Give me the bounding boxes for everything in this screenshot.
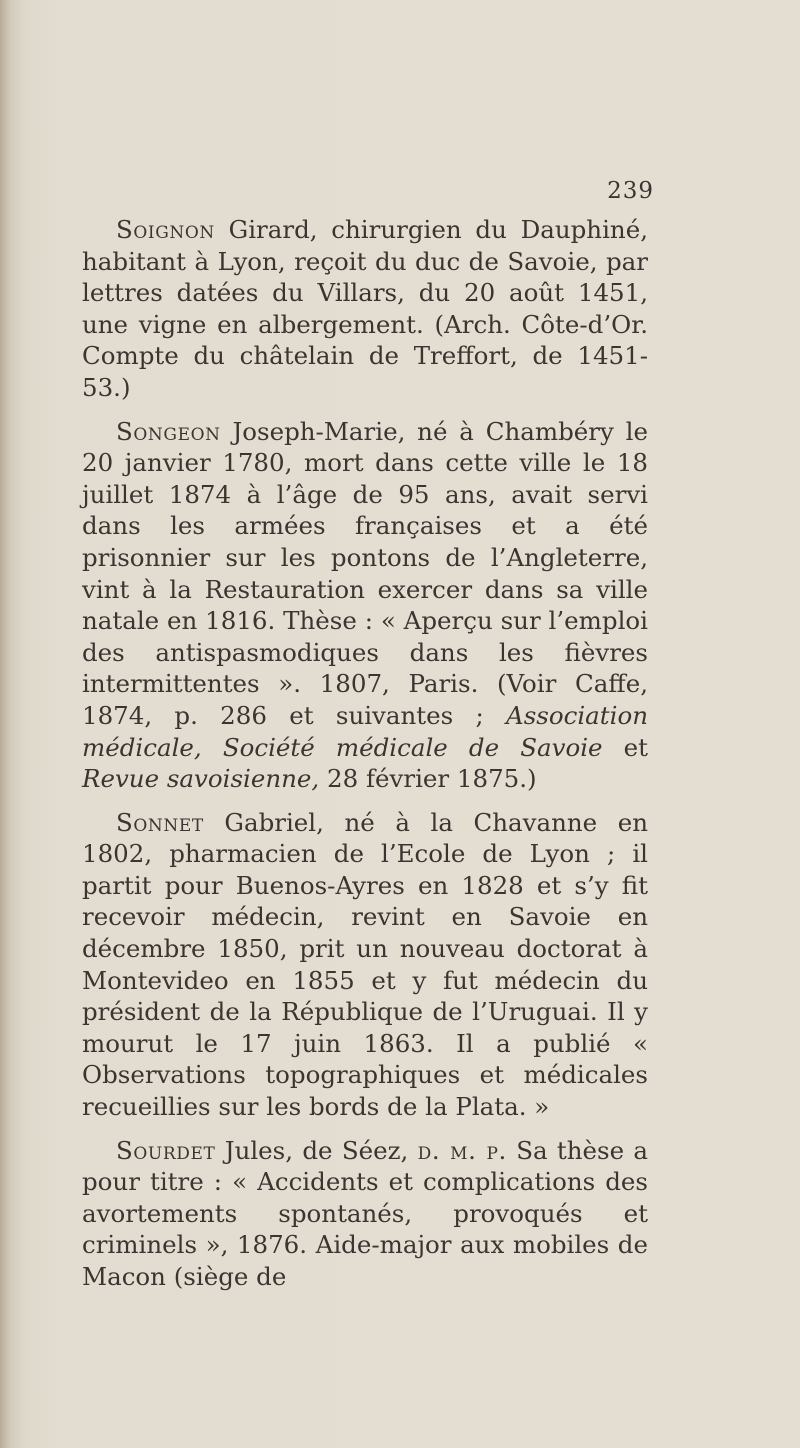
entry-soignon <box>82 214 648 404</box>
entry-text: Joseph-Marie, né à Chambéry le 20 janvier 1780, mort dans cette ville le 18 juillet 1874 à l’âge de 95 ans, avait servi dans les armées françaises et a été prisonnier sur les pontons de l’Angleterre, vint à la Restauration exercer dans sa ville natale en 1816. Thèse : « Aperçu sur l’emploi des antispasmodiques dans les fièvres intermittentes ». 1807, Paris. (Voir Caffe, 1874, p. 286 et suivantes ; <box>82 416 648 730</box>
entry-songeon <box>82 416 648 795</box>
page-body <box>82 214 648 1305</box>
entry-name: Sourdet <box>116 1135 216 1165</box>
entry-text: et <box>602 732 648 762</box>
entry-italic-reference: Association médicale, Société médicale de Savoie <box>82 700 648 762</box>
entry-text: Girard, chirurgien du Dauphiné, habitant à Lyon, reçoit du duc de Savoie, par lettres datées du Villars, du 20 août 1451, une vigne en albergement. (Arch. Côte-d’Or. Compte du châtelain de Treffort, de 1451-53.) <box>82 215 648 402</box>
entry-italic-reference: Revue savoisienne, <box>82 764 320 794</box>
entry-text: Jules, de Séez, <box>215 1135 418 1165</box>
entry-name: Songeon <box>116 416 221 446</box>
entry-degree: d. m. p. <box>417 1135 507 1165</box>
page-number: 239 <box>607 178 654 204</box>
entry-text: Sa thèse a pour titre : « Accidents et complications des avortements spontanés, provoqués et criminels », 1876. Aide-major aux mobiles de Macon (siège de <box>82 1135 649 1291</box>
entry-text: 28 février 1875.) <box>319 764 537 794</box>
entry-name: Soignon <box>116 215 215 244</box>
entry-text: Gabriel, né à la Chavanne en 1802, pharmacien de l’Ecole de Lyon ; il partit pour Buenos-Ayres en 1828 et s’y fit recevoir médecin, revint en Savoie en décembre 1850, prit un nouveau doctorat à Montevideo en 1855 et y fut médecin du président de la République de l’Uruguai. Il y mourut le 17 juin 1863. Il a publié « Observations topographiques et médicales recueillies sur les bords de la Plata. » <box>82 807 648 1122</box>
entry-sourdet <box>82 1135 648 1293</box>
entry-sonnet <box>82 807 648 1123</box>
entry-name: Sonnet <box>116 807 204 837</box>
